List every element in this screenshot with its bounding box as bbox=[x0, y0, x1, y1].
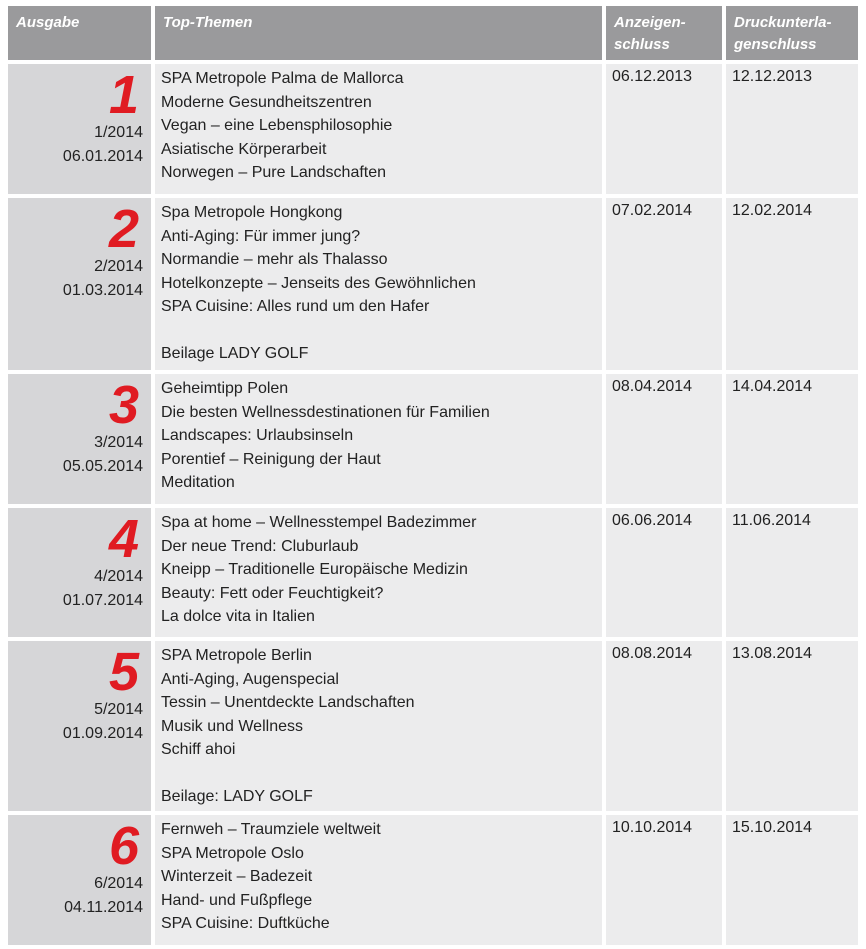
topic-item: La dolce vita in Italien bbox=[161, 608, 315, 625]
issue-label: 6/2014 bbox=[94, 875, 143, 892]
table-row bbox=[8, 64, 858, 194]
issue-label: 5/2014 bbox=[94, 701, 143, 718]
issue-cell bbox=[8, 64, 151, 194]
editorial-schedule-table bbox=[4, 2, 862, 949]
print-deadline-cell: 12.12.2013 bbox=[726, 64, 858, 194]
issue-number: 3 bbox=[108, 375, 139, 435]
topic-item: Moderne Gesundheitszentren bbox=[161, 93, 372, 111]
issue-number: 5 bbox=[108, 642, 139, 702]
topic-item: Porentief – Reinigung der Haut bbox=[161, 450, 381, 468]
issue-number: 4 bbox=[108, 509, 139, 569]
issue-label: 4/2014 bbox=[94, 568, 143, 585]
table-row bbox=[8, 641, 858, 811]
table-row bbox=[8, 374, 858, 504]
topic-item: Die besten Wellnessdestinationen für Familien bbox=[161, 403, 490, 421]
print-deadline-cell: 15.10.2014 bbox=[726, 815, 858, 945]
header-issue: Ausgabe bbox=[8, 6, 151, 60]
issue-label: 1/2014 bbox=[94, 124, 143, 141]
header-print-deadline-line1: Druckunterla- bbox=[734, 14, 832, 31]
topic-item: Musik und Wellness bbox=[161, 717, 303, 735]
issue-date: 06.01.2014 bbox=[62, 148, 143, 165]
issue-cell bbox=[8, 815, 151, 945]
issue-number: 2 bbox=[108, 199, 139, 259]
ad-deadline-cell: 06.06.2014 bbox=[606, 508, 722, 637]
topic-item: Anti-Aging, Augenspecial bbox=[161, 670, 339, 688]
table-row bbox=[8, 508, 858, 637]
topics-cell bbox=[155, 374, 602, 504]
issue-date: 04.11.2014 bbox=[64, 899, 143, 916]
header-print-deadline bbox=[726, 6, 858, 60]
issue-number: 1 bbox=[108, 65, 139, 125]
topic-item: Geheimtipp Polen bbox=[161, 380, 289, 397]
supplement-item: Beilage LADY GOLF bbox=[161, 344, 309, 362]
ad-deadline-cell: 08.08.2014 bbox=[606, 641, 722, 811]
issue-cell bbox=[8, 374, 151, 504]
issue-date: 01.07.2014 bbox=[62, 592, 143, 609]
print-deadline-cell: 11.06.2014 bbox=[726, 508, 858, 637]
topic-item: SPA Metropole Oslo bbox=[161, 844, 304, 862]
topic-item: SPA Cuisine: Duftküche bbox=[161, 915, 330, 932]
issue-cell bbox=[8, 641, 151, 811]
issue-date: 05.05.2014 bbox=[62, 458, 143, 475]
print-deadline-cell: 14.04.2014 bbox=[726, 374, 858, 504]
issue-label: 2/2014 bbox=[94, 258, 143, 275]
issue-date: 01.03.2014 bbox=[62, 282, 143, 299]
topic-item: Landscapes: Urlaubsinseln bbox=[161, 427, 354, 444]
header-ad-deadline-line2: schluss bbox=[614, 36, 670, 53]
topic-item: SPA Metropole Palma de Mallorca bbox=[161, 70, 404, 87]
issue-number: 6 bbox=[108, 816, 139, 876]
header-topics: Top-Themen bbox=[155, 6, 602, 60]
issue-cell bbox=[8, 508, 151, 637]
print-deadline-cell: 12.02.2014 bbox=[726, 198, 858, 370]
topic-item: Anti-Aging: Für immer jung? bbox=[161, 227, 361, 245]
header-ad-deadline bbox=[606, 6, 722, 60]
topic-item: Hotelkonzepte – Jenseits des Gewöhnlichen bbox=[161, 274, 476, 292]
supplement-item: Beilage: LADY GOLF bbox=[161, 787, 313, 805]
header-row bbox=[8, 6, 858, 60]
topics-cell bbox=[155, 815, 602, 945]
header-ad-deadline-line1: Anzeigen- bbox=[614, 14, 686, 31]
topic-item: Schiff ahoi bbox=[161, 741, 236, 758]
topic-item: Normandie – mehr als Thalasso bbox=[161, 251, 388, 268]
topic-item: Fernweh – Traumziele weltweit bbox=[161, 821, 381, 838]
topic-item: Spa at home – Wellnesstempel Badezimmer bbox=[161, 514, 477, 531]
topic-item: Tessin – Unentdeckte Landschaften bbox=[161, 694, 415, 711]
topic-item: Der neue Trend: Cluburlaub bbox=[161, 537, 359, 555]
issue-cell bbox=[8, 198, 151, 370]
ad-deadline-cell: 08.04.2014 bbox=[606, 374, 722, 504]
topic-item: SPA Cuisine: Alles rund um den Hafer bbox=[161, 298, 430, 315]
table-row bbox=[8, 198, 858, 370]
ad-deadline-cell: 07.02.2014 bbox=[606, 198, 722, 370]
table-row bbox=[8, 815, 858, 945]
header-print-deadline-line2: genschluss bbox=[734, 36, 817, 53]
topics-cell bbox=[155, 64, 602, 194]
topic-item: Asiatische Körperarbeit bbox=[161, 140, 327, 158]
issue-label: 3/2014 bbox=[94, 434, 143, 451]
topic-item: Norwegen – Pure Landschaften bbox=[161, 164, 387, 181]
topic-item: Hand- und Fußpflege bbox=[161, 891, 313, 909]
print-deadline-cell: 13.08.2014 bbox=[726, 641, 858, 811]
topics-cell bbox=[155, 641, 602, 811]
topics-cell bbox=[155, 508, 602, 637]
topics-cell bbox=[155, 198, 602, 370]
topic-item: Kneipp – Traditionelle Europäische Medizin bbox=[161, 561, 468, 578]
topic-item: Beauty: Fett oder Feuchtigkeit? bbox=[161, 584, 384, 602]
topic-item: SPA Metropole Berlin bbox=[161, 647, 312, 664]
topic-item: Meditation bbox=[161, 474, 235, 491]
topic-item: Spa Metropole Hongkong bbox=[161, 204, 343, 221]
issue-date: 01.09.2014 bbox=[62, 725, 143, 742]
topic-item: Vegan – eine Lebensphilosophie bbox=[161, 117, 393, 134]
ad-deadline-cell: 06.12.2013 bbox=[606, 64, 722, 194]
topic-item: Winterzeit – Badezeit bbox=[161, 868, 313, 885]
ad-deadline-cell: 10.10.2014 bbox=[606, 815, 722, 945]
